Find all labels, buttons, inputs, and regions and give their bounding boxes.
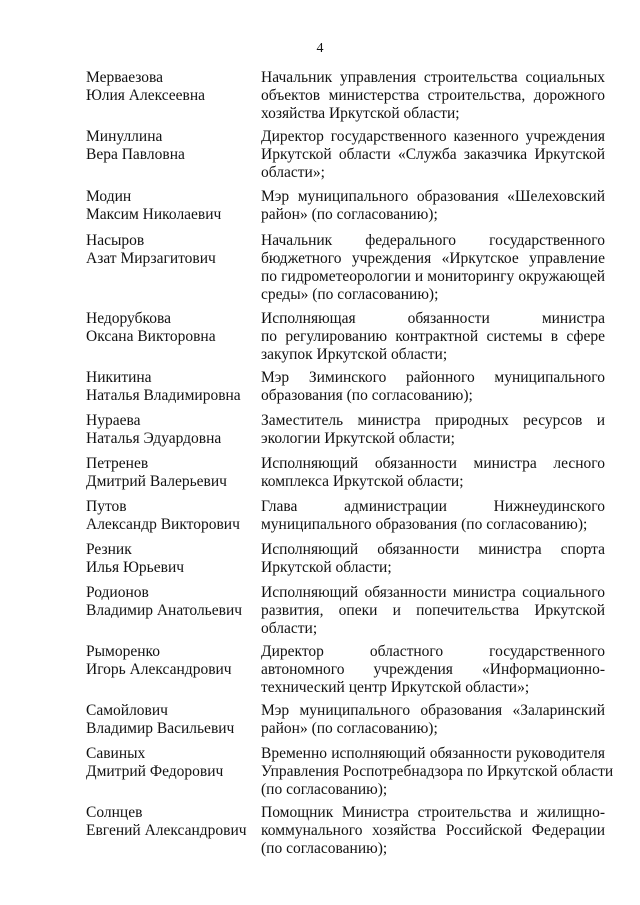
member-position bbox=[261, 369, 605, 405]
member-name bbox=[86, 310, 256, 346]
member-position bbox=[261, 232, 605, 304]
member-surname: Модин bbox=[86, 188, 132, 205]
member-given-names: Дмитрий Федорович bbox=[86, 763, 224, 780]
member-name bbox=[86, 188, 256, 224]
position-text-line: Заместитель министра природных ресурсов и bbox=[261, 412, 605, 429]
member-position bbox=[261, 128, 605, 182]
position-text-line: комплекса Иркутской области; bbox=[261, 473, 464, 490]
member-name bbox=[86, 643, 256, 679]
member-surname: Минуллина bbox=[86, 128, 163, 145]
position-text-line: Управления Роспотребнадзора по Иркутской области bbox=[261, 763, 614, 780]
position-text-line: Исполняющий обязанности министра спорта bbox=[261, 541, 605, 558]
position-text-line: по гидрометеорологии и мониторингу окружающей bbox=[261, 268, 605, 285]
member-given-names: Дмитрий Валерьевич bbox=[86, 473, 227, 490]
member-name bbox=[86, 804, 256, 840]
member-position bbox=[261, 745, 614, 799]
member-name bbox=[86, 128, 256, 164]
member-surname: Резник bbox=[86, 541, 132, 558]
position-text-line: закупок Иркутской области; bbox=[261, 346, 448, 363]
position-text-line: коммунального хозяйства Российской Федерации bbox=[261, 822, 605, 839]
member-given-names: Игорь Александрович bbox=[86, 661, 232, 678]
member-name bbox=[86, 369, 256, 405]
member-position bbox=[261, 498, 605, 534]
member-name bbox=[86, 412, 256, 448]
member-position bbox=[261, 69, 605, 123]
member-given-names: Владимир Васильевич bbox=[86, 720, 235, 737]
member-given-names: Евгений Александрович bbox=[86, 822, 247, 839]
position-text-line: объектов министерства строительства, дорожного bbox=[261, 87, 605, 104]
position-text-line: автономного учреждения «Информационно- bbox=[261, 661, 605, 678]
member-given-names: Юлия Алексеевна bbox=[86, 87, 206, 104]
member-given-names: Наталья Эдуардовна bbox=[86, 430, 222, 447]
position-text-line: Мэр муниципального образования «Заларинский bbox=[261, 702, 605, 719]
member-name bbox=[86, 541, 256, 577]
position-text-line: Исполняющий обязанности министра лесного bbox=[261, 455, 605, 472]
member-position bbox=[261, 702, 605, 738]
position-text-line: Мэр муниципального образования «Шелеховский bbox=[261, 188, 605, 205]
position-text-line: Иркутской области «Служба заказчика Иркутской bbox=[261, 146, 605, 163]
member-surname: Путов bbox=[86, 498, 127, 515]
member-position bbox=[261, 310, 605, 364]
position-text-line: Мэр Зиминского районного муниципального bbox=[261, 369, 605, 386]
member-surname: Насыров bbox=[86, 232, 145, 249]
member-surname: Рыморенко bbox=[86, 643, 161, 660]
position-text-line: хозяйства Иркутской области; bbox=[261, 105, 460, 122]
position-text-line: (по согласованию); bbox=[261, 840, 388, 857]
position-text-line: (по согласованию); bbox=[261, 781, 388, 798]
member-position bbox=[261, 541, 605, 577]
position-text-line: Исполняющий обязанности министра социального bbox=[261, 584, 605, 601]
position-text-line: по регулированию контрактной системы в сфере bbox=[261, 328, 605, 345]
member-given-names: Александр Викторович bbox=[86, 516, 240, 533]
member-given-names: Наталья Владимировна bbox=[86, 387, 241, 404]
position-text-line: Начальник управления строительства социальных bbox=[261, 69, 605, 86]
member-position bbox=[261, 643, 605, 697]
position-text-line: муниципального образования (по согласованию); bbox=[261, 516, 588, 533]
position-text-line: области»; bbox=[261, 164, 325, 181]
member-name bbox=[86, 498, 256, 534]
position-text-line: район» (по согласованию); bbox=[261, 206, 438, 223]
member-given-names: Максим Николаевич bbox=[86, 206, 222, 223]
member-position bbox=[261, 188, 605, 224]
member-given-names: Илья Юрьевич bbox=[86, 559, 185, 576]
member-surname: Петренев bbox=[86, 455, 149, 472]
position-text-line: Директор областного государственного bbox=[261, 643, 605, 660]
member-name bbox=[86, 745, 256, 781]
member-surname: Самойлович bbox=[86, 702, 168, 719]
position-text-line: экологии Иркутской области; bbox=[261, 430, 455, 447]
position-text-line: Исполняющая обязанности министра bbox=[261, 310, 605, 327]
position-text-line: области; bbox=[261, 620, 318, 637]
member-given-names: Вера Павловна bbox=[86, 146, 185, 163]
position-text-line: среды» (по согласованию); bbox=[261, 286, 439, 303]
position-text-line: технический центр Иркутской области»; bbox=[261, 679, 530, 696]
member-surname: Солнцев bbox=[86, 804, 143, 821]
position-text-line: бюджетного учреждения «Иркутское управление bbox=[261, 250, 605, 267]
position-text-line: Иркутской области; bbox=[261, 559, 392, 576]
member-position bbox=[261, 455, 605, 491]
member-position bbox=[261, 584, 605, 638]
position-text-line: Директор государственного казенного учреждения bbox=[261, 128, 605, 145]
position-text-line: образования (по согласованию); bbox=[261, 387, 473, 404]
member-surname: Никитина bbox=[86, 369, 152, 386]
position-text-line: Начальник федерального государственного bbox=[261, 232, 605, 249]
member-name bbox=[86, 702, 256, 738]
member-position bbox=[261, 804, 605, 858]
position-text-line: Глава администрации Нижнеудинского bbox=[261, 498, 605, 515]
member-surname: Нураева bbox=[86, 412, 141, 429]
member-given-names: Владимир Анатольевич bbox=[86, 602, 243, 619]
position-text-line: развития, опеки и попечительства Иркутской bbox=[261, 602, 605, 619]
member-name bbox=[86, 584, 256, 620]
member-name bbox=[86, 455, 256, 491]
position-text-line: Помощник Министра строительства и жилищно- bbox=[261, 804, 605, 821]
member-surname: Родионов bbox=[86, 584, 149, 601]
member-given-names: Азат Мирзагитович bbox=[86, 250, 216, 267]
position-text-line: район» (по согласованию); bbox=[261, 720, 438, 737]
member-surname: Недорубкова bbox=[86, 310, 171, 327]
member-surname: Савиных bbox=[86, 745, 146, 762]
member-surname: Мерваезова bbox=[86, 69, 164, 86]
member-name bbox=[86, 232, 256, 268]
page-number: 4 bbox=[316, 41, 324, 56]
position-text-line: Временно исполняющий обязанности руководителя bbox=[261, 745, 605, 762]
member-given-names: Оксана Викторовна bbox=[86, 328, 216, 345]
member-position bbox=[261, 412, 605, 448]
member-name bbox=[86, 69, 256, 105]
